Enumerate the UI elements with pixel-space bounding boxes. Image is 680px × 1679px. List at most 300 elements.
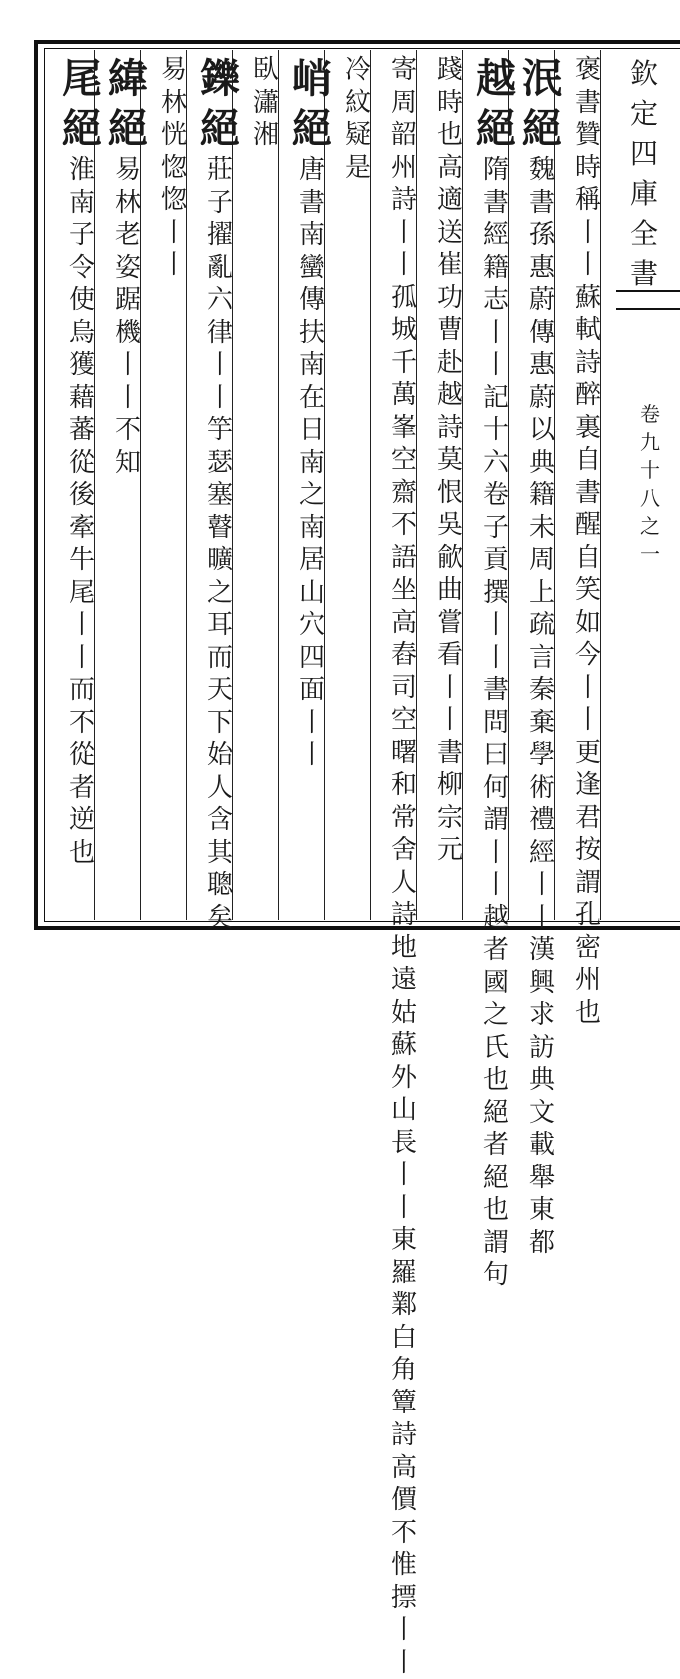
glyph: 書: [472, 187, 520, 220]
glyph: 知: [104, 447, 152, 480]
glyph: 丨: [380, 1192, 428, 1225]
glyph: 恍: [150, 119, 198, 152]
glyph: 書: [620, 254, 668, 294]
glyph: 林: [150, 87, 198, 120]
glyph: 在: [288, 382, 336, 415]
glyph: 四: [288, 642, 336, 675]
glyph: 經: [518, 837, 566, 870]
glyph: 蘇: [564, 282, 612, 315]
glyph: 莊: [196, 154, 244, 187]
glyph: 丨: [564, 217, 612, 250]
text-column: [380, 54, 428, 920]
text-column: [564, 54, 612, 920]
glyph: 南: [288, 349, 336, 382]
glyph: 也: [564, 997, 612, 1030]
glyph: 白: [380, 1322, 428, 1355]
glyph: 擢: [196, 219, 244, 252]
glyph: 亂: [196, 252, 244, 285]
glyph: 志: [472, 284, 520, 317]
glyph: 六: [472, 447, 520, 480]
glyph: 宗: [426, 802, 474, 835]
glyph: 摽: [380, 1582, 428, 1615]
glyph: 丨: [564, 249, 612, 282]
glyph: 逆: [58, 804, 106, 837]
glyph: 丨: [426, 672, 474, 705]
glyph: 丨: [472, 609, 520, 642]
glyph: 句: [472, 1259, 520, 1292]
glyph: 空: [380, 444, 428, 477]
glyph: 令: [58, 252, 106, 285]
glyph: 高: [380, 1452, 428, 1485]
glyph: 紋: [334, 87, 382, 120]
glyph: 術: [518, 772, 566, 805]
glyph: 地: [380, 932, 428, 965]
glyph: 孔: [564, 899, 612, 932]
glyph: 學: [518, 739, 566, 772]
glyph: 丨: [564, 704, 612, 737]
glyph: 蠻: [288, 252, 336, 285]
glyph: 求: [518, 999, 566, 1032]
glyph: 四: [620, 134, 668, 174]
glyph: 瞽: [196, 512, 244, 545]
glyph: 君: [564, 802, 612, 835]
glyph: 周: [518, 544, 566, 577]
glyph: 以: [518, 414, 566, 447]
glyph: 絕: [472, 1162, 520, 1195]
glyph: 丨: [380, 217, 428, 250]
glyph: 丨: [426, 704, 474, 737]
glyph: 惠: [518, 252, 566, 285]
glyph: 易: [104, 154, 152, 187]
glyph: 丨: [472, 837, 520, 870]
glyph: 坐: [380, 574, 428, 607]
glyph: 峯: [380, 412, 428, 445]
glyph: 城: [380, 314, 428, 347]
glyph: 子: [58, 219, 106, 252]
glyph: 典: [518, 447, 566, 480]
glyph: 軾: [564, 314, 612, 347]
glyph: 冷: [334, 54, 382, 87]
glyph: 曙: [380, 737, 428, 770]
glyph: 文: [518, 1097, 566, 1130]
glyph: 載: [518, 1129, 566, 1162]
glyph: 丨: [564, 672, 612, 705]
text-column: [196, 54, 244, 920]
glyph: 周: [380, 87, 428, 120]
glyph: 詩: [380, 899, 428, 932]
glyph: 丨: [288, 707, 336, 740]
glyph: 自: [564, 542, 612, 575]
glyph: 十: [630, 456, 670, 484]
glyph: 絕: [58, 104, 106, 154]
glyph: 也: [58, 837, 106, 870]
glyph: 子: [472, 512, 520, 545]
glyph: 從: [58, 447, 106, 480]
glyph: 千: [380, 347, 428, 380]
glyph: 隋: [472, 154, 520, 187]
glyph: 舍: [380, 834, 428, 867]
glyph: 之: [288, 479, 336, 512]
glyph: 羅: [380, 1257, 428, 1290]
glyph: 面: [288, 674, 336, 707]
glyph: 南: [288, 512, 336, 545]
text-column: [242, 54, 290, 920]
glyph: 看: [426, 639, 474, 672]
glyph: 逢: [564, 769, 612, 802]
glyph: 裏: [564, 412, 612, 445]
glyph: 蘇: [380, 1029, 428, 1062]
glyph: 東: [380, 1224, 428, 1257]
glyph: 疏: [518, 609, 566, 642]
glyph: 書: [564, 477, 612, 510]
glyph: 舂: [380, 639, 428, 672]
glyph: 吳: [426, 509, 474, 542]
glyph: 而: [196, 642, 244, 675]
glyph: 一: [630, 540, 670, 568]
glyph: 典: [518, 1064, 566, 1097]
glyph: 絕: [472, 1097, 520, 1130]
glyph: 丨: [472, 642, 520, 675]
glyph: 角: [380, 1354, 428, 1387]
glyph: 時: [426, 87, 474, 120]
glyph: 適: [426, 184, 474, 217]
glyph: 州: [380, 152, 428, 185]
text-column: [150, 54, 198, 920]
glyph: 蕃: [58, 414, 106, 447]
glyph: 越: [472, 54, 520, 104]
glyph: 姑: [380, 997, 428, 1030]
text-column: [58, 54, 106, 920]
glyph: 尾: [58, 54, 106, 104]
glyph: 時: [564, 152, 612, 185]
glyph: 卷: [630, 400, 670, 428]
glyph: 自: [564, 444, 612, 477]
glyph: 絕: [518, 104, 566, 154]
glyph: 下: [196, 707, 244, 740]
glyph: 價: [380, 1484, 428, 1517]
glyph: 獲: [58, 349, 106, 382]
text-column: [104, 54, 152, 920]
glyph: 曠: [196, 544, 244, 577]
glyph: 絕: [196, 104, 244, 154]
glyph: 泯: [518, 54, 566, 104]
glyph: 稱: [564, 184, 612, 217]
glyph: 國: [472, 967, 520, 1000]
glyph: 丨: [104, 382, 152, 415]
glyph: 老: [104, 219, 152, 252]
glyph: 庫: [620, 174, 668, 214]
glyph: 貢: [472, 544, 520, 577]
glyph: 高: [380, 607, 428, 640]
glyph: 不: [380, 1517, 428, 1550]
glyph: 從: [58, 739, 106, 772]
glyph: 八: [630, 484, 670, 512]
glyph: 高: [426, 152, 474, 185]
glyph: 天: [196, 674, 244, 707]
glyph: 詩: [380, 1419, 428, 1452]
text-column: [288, 54, 336, 920]
glyph: 丨: [518, 869, 566, 902]
glyph: 元: [426, 834, 474, 867]
glyph: 都: [518, 1227, 566, 1260]
glyph: 人: [380, 867, 428, 900]
glyph: 上: [518, 577, 566, 610]
glyph: 耳: [196, 609, 244, 642]
glyph: 曲: [426, 574, 474, 607]
glyph: 記: [472, 382, 520, 415]
glyph: 詩: [380, 184, 428, 217]
glyph: 魏: [518, 154, 566, 187]
glyph: 之: [630, 512, 670, 540]
glyph: 謂: [472, 804, 520, 837]
glyph: 韶: [380, 119, 428, 152]
glyph: 丨: [380, 1159, 428, 1192]
glyph: 始: [196, 739, 244, 772]
glyph: 尾: [58, 577, 106, 610]
glyph: 崔: [426, 249, 474, 282]
glyph: 功: [426, 282, 474, 315]
glyph: 牽: [58, 512, 106, 545]
glyph: 人: [196, 772, 244, 805]
glyph: 易: [150, 54, 198, 87]
glyph: 機: [104, 317, 152, 350]
margin-title: [620, 54, 668, 294]
glyph: 藉: [58, 382, 106, 415]
glyph: 丨: [472, 869, 520, 902]
glyph: 丨: [58, 609, 106, 642]
glyph: 如: [564, 607, 612, 640]
glyph: 疑: [334, 119, 382, 152]
glyph: 臥: [242, 54, 290, 87]
glyph: 傳: [288, 284, 336, 317]
glyph: 鑠: [196, 54, 244, 104]
glyph: 竽: [196, 414, 244, 447]
glyph: 瀟: [242, 87, 290, 120]
glyph: 後: [58, 479, 106, 512]
glyph: 南: [288, 447, 336, 480]
glyph: 越: [472, 902, 520, 935]
glyph: 孫: [518, 219, 566, 252]
glyph: 塞: [196, 479, 244, 512]
glyph: 嘗: [426, 607, 474, 640]
glyph: 醒: [564, 509, 612, 542]
fishtail-mark: [616, 290, 680, 310]
glyph: 丨: [104, 349, 152, 382]
glyph: 之: [472, 999, 520, 1032]
glyph: 贊: [564, 119, 612, 152]
glyph: 惚: [150, 152, 198, 185]
glyph: 定: [620, 94, 668, 134]
glyph: 興: [518, 967, 566, 1000]
glyph: 丨: [58, 642, 106, 675]
glyph: 莫: [426, 444, 474, 477]
glyph: 赴: [426, 347, 474, 380]
text-column: [426, 54, 474, 920]
glyph: 蔚: [518, 382, 566, 415]
glyph: 歈: [426, 542, 474, 575]
glyph: 詩: [426, 412, 474, 445]
glyph: 使: [58, 284, 106, 317]
text-column: [472, 54, 520, 920]
glyph: 卷: [472, 479, 520, 512]
glyph: 瑟: [196, 447, 244, 480]
glyph: 漢: [518, 934, 566, 967]
glyph: 語: [380, 542, 428, 575]
glyph: 丨: [150, 249, 198, 282]
glyph: 南: [58, 187, 106, 220]
glyph: 湘: [242, 119, 290, 152]
glyph: 言: [518, 642, 566, 675]
glyph: 詩: [564, 347, 612, 380]
glyph: 醉: [564, 379, 612, 412]
glyph: 更: [564, 737, 612, 770]
glyph: 淮: [58, 154, 106, 187]
glyph: 者: [472, 934, 520, 967]
glyph: 九: [630, 428, 670, 456]
glyph: 者: [472, 1129, 520, 1162]
glyph: 之: [196, 577, 244, 610]
glyph: 丨: [472, 349, 520, 382]
glyph: 孤: [380, 282, 428, 315]
glyph: 聰: [196, 869, 244, 902]
glyph: 不: [58, 707, 106, 740]
glyph: 秦: [518, 674, 566, 707]
glyph: 林: [104, 187, 152, 220]
glyph: 惠: [518, 349, 566, 382]
glyph: 舉: [518, 1162, 566, 1195]
glyph: 踐: [426, 54, 474, 87]
glyph: 萬: [380, 379, 428, 412]
glyph: 東: [518, 1194, 566, 1227]
glyph: 踞: [104, 284, 152, 317]
glyph: 丨: [150, 217, 198, 250]
glyph: 簟: [380, 1387, 428, 1420]
glyph: 是: [334, 152, 382, 185]
glyph: 絕: [288, 104, 336, 154]
glyph: 而: [58, 674, 106, 707]
glyph: 書: [288, 187, 336, 220]
glyph: 六: [196, 284, 244, 317]
glyph: 山: [380, 1094, 428, 1127]
glyph: 也: [472, 1064, 520, 1097]
glyph: 遠: [380, 964, 428, 997]
glyph: 含: [196, 804, 244, 837]
glyph: 空: [380, 704, 428, 737]
glyph: 書: [426, 737, 474, 770]
glyph: 今: [564, 639, 612, 672]
glyph: 南: [288, 219, 336, 252]
glyph: 何: [472, 772, 520, 805]
glyph: 撰: [472, 577, 520, 610]
text-column: [334, 54, 382, 920]
glyph: 按: [564, 834, 612, 867]
glyph: 謂: [564, 867, 612, 900]
glyph: 氏: [472, 1032, 520, 1065]
glyph: 峭: [288, 54, 336, 104]
glyph: 丨: [196, 349, 244, 382]
glyph: 籍: [472, 252, 520, 285]
glyph: 不: [380, 509, 428, 542]
glyph: 問: [472, 707, 520, 740]
glyph: 也: [426, 119, 474, 152]
glyph: 籍: [518, 479, 566, 512]
glyph: 烏: [58, 317, 106, 350]
volume-label: [630, 400, 670, 568]
glyph: 姿: [104, 252, 152, 285]
glyph: 惚: [150, 184, 198, 217]
glyph: 未: [518, 512, 566, 545]
glyph: 州: [564, 964, 612, 997]
glyph: 常: [380, 802, 428, 835]
glyph: 齋: [380, 477, 428, 510]
glyph: 者: [58, 772, 106, 805]
glyph: 其: [196, 837, 244, 870]
glyph: 扶: [288, 317, 336, 350]
glyph: 丨: [380, 1647, 428, 1679]
glyph: 穴: [288, 609, 336, 642]
glyph: 子: [196, 187, 244, 220]
glyph: 書: [564, 87, 612, 120]
glyph: 謂: [472, 1227, 520, 1260]
glyph: 日: [288, 414, 336, 447]
glyph: 鄴: [380, 1289, 428, 1322]
glyph: 丨: [472, 317, 520, 350]
glyph: 山: [288, 577, 336, 610]
glyph: 柳: [426, 769, 474, 802]
glyph: 越: [426, 379, 474, 412]
glyph: 惟: [380, 1549, 428, 1582]
glyph: 和: [380, 769, 428, 802]
glyph: 恨: [426, 477, 474, 510]
glyph: 不: [104, 414, 152, 447]
glyph: 長: [380, 1127, 428, 1160]
glyph: 曰: [472, 739, 520, 772]
glyph: 矣: [196, 902, 244, 935]
glyph: 牛: [58, 544, 106, 577]
glyph: 欽: [620, 54, 668, 94]
glyph: 丨: [288, 739, 336, 772]
glyph: 緯: [104, 54, 152, 104]
glyph: 司: [380, 672, 428, 705]
glyph: 經: [472, 219, 520, 252]
glyph: 十: [472, 414, 520, 447]
glyph: 絕: [472, 104, 520, 154]
glyph: 居: [288, 544, 336, 577]
glyph: 丨: [518, 902, 566, 935]
glyph: 訪: [518, 1032, 566, 1065]
glyph: 書: [518, 187, 566, 220]
glyph: 絕: [104, 104, 152, 154]
glyph: 禮: [518, 804, 566, 837]
glyph: 寄: [380, 54, 428, 87]
glyph: 也: [472, 1194, 520, 1227]
glyph: 傳: [518, 317, 566, 350]
text-column: [518, 54, 566, 920]
glyph: 書: [472, 674, 520, 707]
glyph: 棄: [518, 707, 566, 740]
glyph: 褒: [564, 54, 612, 87]
glyph: 丨: [380, 249, 428, 282]
glyph: 曹: [426, 314, 474, 347]
glyph: 丨: [380, 1614, 428, 1647]
glyph: 密: [564, 932, 612, 965]
glyph: 笑: [564, 574, 612, 607]
glyph: 唐: [288, 154, 336, 187]
glyph: 蔚: [518, 284, 566, 317]
glyph: 丨: [196, 382, 244, 415]
glyph: 外: [380, 1062, 428, 1095]
glyph: 律: [196, 317, 244, 350]
